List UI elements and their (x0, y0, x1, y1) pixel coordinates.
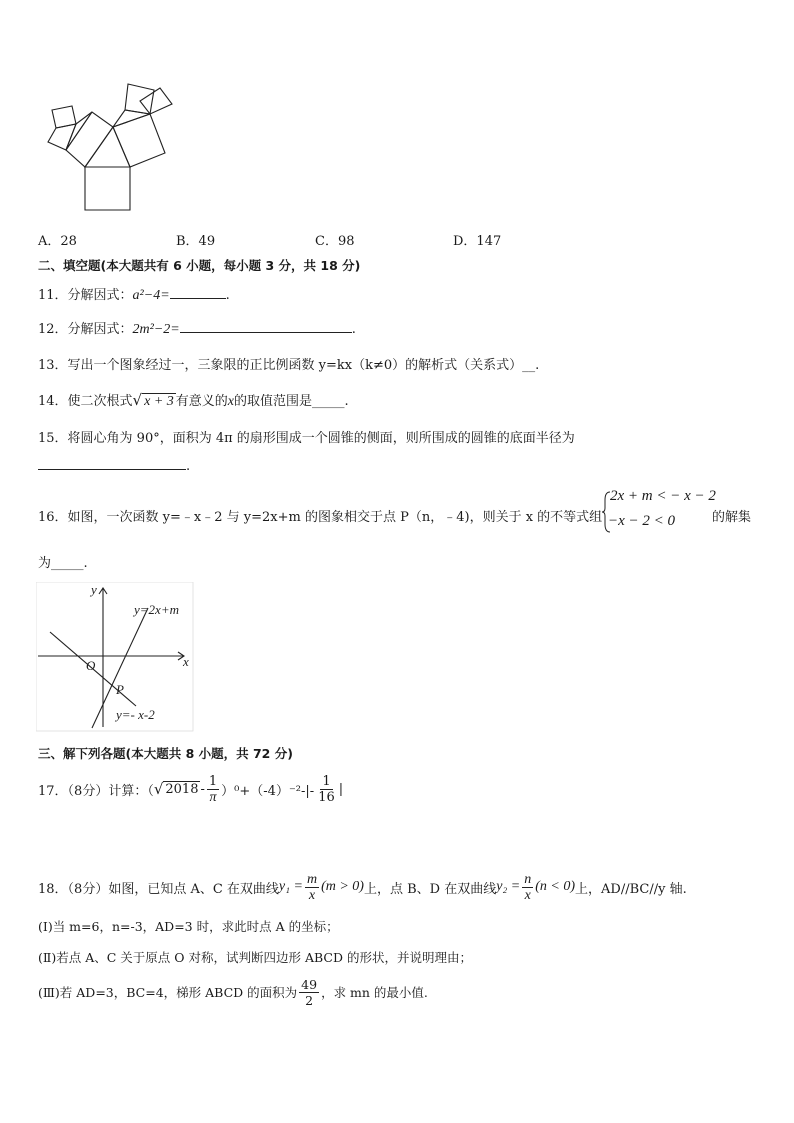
graph-line1-label: y=2x+m (134, 602, 179, 617)
q18-end: 上，AD//BC//y 轴. (575, 881, 687, 897)
q16-system-line1: 2x + m < − x − 2 (610, 488, 716, 504)
question-16: 16．如图，一次函数 y=﹣x﹣2 与 y=2x+m 的图象相交于点 P（n，﹣4)，则关于 x 的不等式组 (38, 510, 603, 525)
q18-3-fraction: $\frac{49}{2}$ (301, 976, 318, 1008)
pythagoras-squares-figure (30, 80, 190, 220)
q12-expr: 2m²−2= (132, 322, 180, 337)
question-14: 14．使二次根式√ x + 3 有意义的x的取值范围是_____. (38, 391, 349, 409)
question-11 (38, 284, 230, 304)
q17-fraction-2: $\frac{1}{16}$ (318, 773, 335, 805)
q15-end: . (186, 459, 191, 474)
question-13: 13．写出一个图象经过一，三象限的正比例函数 y=kx（k≠0）的解析式（关系式）__. (38, 358, 540, 373)
q18-mid: 上，点 B、D 在双曲线 (363, 881, 497, 897)
question-18-part2: (Ⅱ)若点 A、C 关于原点 O 对称，试判断四边形 ABCD 的形状，并说明理由； (38, 950, 472, 965)
question-18 (38, 870, 687, 904)
choice-c: C．98 (315, 234, 355, 249)
q18-y1: y₁ = (278, 879, 303, 894)
q16-graph (36, 582, 194, 732)
q18-3-prefix: (Ⅲ)若 AD=3，BC=4，梯形 ABCD 的面积为 (38, 985, 298, 1000)
q11-prefix: 11．分解因式： (38, 288, 133, 303)
question-18-part3 (38, 974, 428, 1010)
section3-title: 三、解下列各题(本大题共 8 小题，共 72 分) (38, 746, 293, 761)
q17-mid: ）⁰+（-4）⁻²-|- (221, 783, 315, 799)
q11-answer-blank[interactable] (170, 286, 226, 299)
question-17: 17．（8分）计算：（ √ 2018 - $\frac{1}{\pi}$ ）⁰+（-4）⁻²-|- $\frac{1}{16}$ | (38, 773, 344, 805)
q14-radicand: x + 3 (144, 394, 174, 409)
question-15-line1: 15．将圆心角为 90°，面积为 4π 的扇形围成一个圆锥的侧面，则所围成的圆锥的底面半径为 (38, 431, 575, 446)
q11-expr: a²−4= (132, 288, 170, 303)
q14-var: x (227, 394, 235, 409)
q11-suffix: . (225, 288, 230, 303)
q12-suffix: . (351, 322, 356, 337)
q17-end: | (338, 781, 344, 797)
q12-answer-blank[interactable] (180, 320, 352, 333)
q18-fraction-n: $\frac{n}{x}$ (524, 871, 532, 903)
graph-y-label: y (91, 582, 97, 597)
q16-suffix: 的解集 (712, 510, 752, 525)
q12-prefix: 12．分解因式： (38, 322, 133, 337)
choice-b: B．49 (176, 234, 216, 249)
section2-title: 二、填空题(本大题共有 6 小题，每小题 3 分，共 18 分) (38, 258, 361, 273)
graph-line2-label: y=- x-2 (116, 707, 155, 722)
choice-d: D．147 (453, 234, 502, 249)
graph-x-label: x (183, 654, 189, 669)
question-12 (38, 318, 356, 338)
graph-point-p-label: P (116, 682, 124, 697)
q14-prefix: 14．使二次根式 (38, 394, 133, 409)
q16-system-line2: −x − 2 < 0 (608, 513, 676, 529)
q15-answer-blank[interactable] (38, 457, 186, 470)
q18-cond2: (n < 0) (535, 879, 576, 894)
q14-suffix: 的取值范围是_____. (234, 394, 349, 409)
q18-fraction-m: $\frac{m}{x}$ (306, 871, 318, 903)
q17-prefix: 17．（8分）计算：（ (38, 783, 154, 799)
q17-sqrt-value: 2018 (165, 782, 199, 797)
q18-y2: y₂ = (496, 879, 521, 894)
q14-middle: 有意义的 (175, 394, 228, 409)
q17-minus: - (200, 781, 205, 797)
question-15-line2 (38, 457, 190, 474)
question-18-part1: (Ⅰ)当 m=6，n=-3，AD=3 时，求此时点 A 的坐标； (38, 919, 339, 934)
q18-prefix: 18．（8分）如图，已知点 A、C 在双曲线 (38, 881, 279, 897)
choice-a: A．28 (38, 234, 77, 249)
q18-3-suffix: ，求 mn 的最小值. (321, 985, 428, 1000)
q18-cond1: (m > 0) (321, 879, 364, 894)
q17-fraction-1: $\frac{1}{\pi}$ (208, 773, 218, 805)
graph-origin-label: O (86, 658, 96, 673)
question-16-line2: 为_____. (38, 556, 88, 571)
